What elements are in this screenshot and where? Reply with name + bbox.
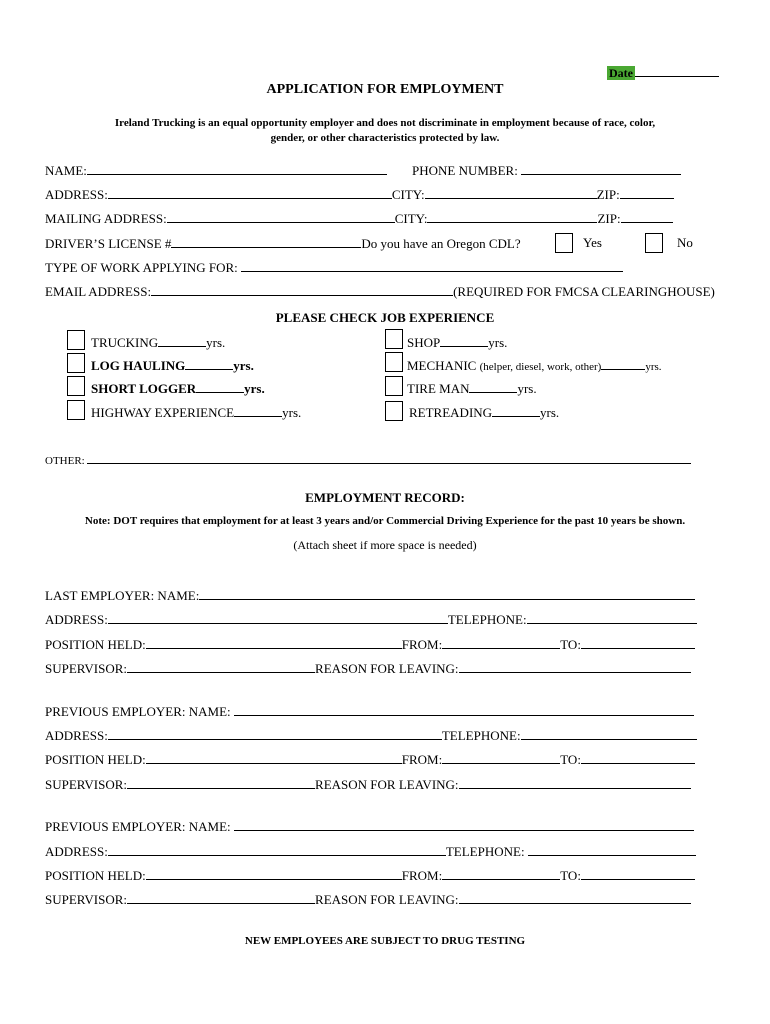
trucking-item <box>91 334 225 351</box>
experience-heading: PLEASE CHECK JOB EXPERIENCE <box>275 310 495 325</box>
employer2-supervisor-label: SUPERVISOR: <box>45 777 128 792</box>
mechanic-yrs: yrs. <box>645 361 662 373</box>
short-logger-yrs: yrs. <box>244 381 265 396</box>
shop-checkbox[interactable] <box>385 329 403 349</box>
retreading-yrs: yrs. <box>540 405 560 420</box>
work-type-input-line[interactable] <box>241 259 623 272</box>
employer3-position-row <box>45 867 695 884</box>
employer3-address-line[interactable] <box>108 843 446 856</box>
other-row <box>45 451 691 467</box>
employer1-supervisor-line[interactable] <box>127 660 315 673</box>
retreading-item <box>409 404 559 421</box>
tire-man-years-line[interactable] <box>469 380 517 393</box>
highway-years-line[interactable] <box>234 404 282 417</box>
employer2-position-row <box>45 751 695 768</box>
trucking-years-line[interactable] <box>158 334 206 347</box>
page-title: APPLICATION FOR EMPLOYMENT <box>266 82 504 97</box>
other-input-line[interactable] <box>87 451 691 464</box>
employer2-position-label: POSITION HELD: <box>45 752 146 767</box>
email-input-line[interactable] <box>151 283 453 296</box>
employer1-reason-line[interactable] <box>459 660 691 673</box>
cdl-yes-label: Yes <box>583 235 602 250</box>
log-hauling-years-line[interactable] <box>185 357 233 370</box>
zip-input-line[interactable] <box>620 186 674 199</box>
previous-employer-label-2: PREVIOUS EMPLOYER: NAME: <box>45 819 231 834</box>
address-label: ADDRESS: <box>45 187 108 202</box>
date-label: Date <box>609 66 633 80</box>
mechanic-label: MECHANIC <box>407 358 477 373</box>
short-logger-years-line[interactable] <box>196 380 244 393</box>
mailing-row <box>45 210 673 227</box>
shop-item <box>407 334 507 351</box>
log-hauling-checkbox[interactable] <box>67 353 85 373</box>
mailing-city-input-line[interactable] <box>427 210 597 223</box>
previous-employer-input-line-2[interactable] <box>234 818 694 831</box>
employer3-reason-label: REASON FOR LEAVING: <box>315 892 459 907</box>
employer3-to-line[interactable] <box>581 867 695 880</box>
cdl-yes-checkbox[interactable] <box>555 233 573 253</box>
log-hauling-yrs: yrs. <box>233 358 254 373</box>
eeo-statement-line1: Ireland Trucking is an equal opportunity employer and does not discriminate in employment because of race, color, <box>114 117 656 129</box>
tire-man-checkbox[interactable] <box>385 376 403 396</box>
mechanic-item <box>407 357 662 374</box>
employer2-address-line[interactable] <box>108 727 442 740</box>
short-logger-checkbox[interactable] <box>67 376 85 396</box>
employer1-reason-label: REASON FOR LEAVING: <box>315 661 459 676</box>
other-label: OTHER: <box>45 455 85 467</box>
employer2-address-row <box>45 727 697 744</box>
attach-note: (Attach sheet if more space is needed) <box>293 538 477 552</box>
tire-man-yrs: yrs. <box>517 381 537 396</box>
retreading-label: RETREADING <box>409 405 493 420</box>
email-row <box>45 283 715 300</box>
mechanic-checkbox[interactable] <box>385 352 403 372</box>
employer3-telephone-line[interactable] <box>528 843 696 856</box>
license-input-line[interactable] <box>171 235 361 248</box>
mailing-zip-input-line[interactable] <box>621 210 673 223</box>
email-note: (REQUIRED FOR FMCSA CLEARINGHOUSE) <box>453 284 715 299</box>
work-type-row <box>45 259 623 276</box>
last-employer-label: LAST EMPLOYER: NAME: <box>45 588 200 603</box>
employer2-from-line[interactable] <box>442 751 560 764</box>
employer1-supervisor-label: SUPERVISOR: <box>45 661 128 676</box>
previous-employer-input-line-1[interactable] <box>234 703 694 716</box>
log-hauling-label: LOG HAULING <box>91 358 186 373</box>
trucking-yrs: yrs. <box>206 335 226 350</box>
employer1-telephone-label: TELEPHONE: <box>447 612 527 627</box>
email-label: EMAIL ADDRESS: <box>45 284 152 299</box>
log-hauling-item <box>91 357 254 374</box>
retreading-years-line[interactable] <box>492 404 540 417</box>
employer1-position-line[interactable] <box>146 636 402 649</box>
last-employer-input-line[interactable] <box>199 587 695 600</box>
mechanic-note: (helper, diesel, work, other) <box>479 361 602 373</box>
highway-label: HIGHWAY EXPERIENCE <box>91 405 235 420</box>
name-label: NAME: <box>45 163 87 178</box>
employer2-telephone-label: TELEPHONE: <box>441 728 521 743</box>
mailing-zip-label: ZIP: <box>597 211 621 226</box>
eeo-statement-line2: gender, or other characteristics protected by law. <box>270 132 500 144</box>
phone-field <box>412 162 681 179</box>
employer3-telephone-label: TELEPHONE: <box>445 844 525 859</box>
city-label: CITY: <box>391 187 425 202</box>
employer2-from-label: FROM: <box>401 752 443 767</box>
drug-testing-notice: NEW EMPLOYEES ARE SUBJECT TO DRUG TESTING <box>244 935 526 947</box>
cdl-no-label: No <box>677 235 693 250</box>
employment-record-heading: EMPLOYMENT RECORD: <box>305 490 465 505</box>
employer2-to-label: TO: <box>560 752 581 767</box>
employer3-supervisor-row <box>45 891 691 908</box>
tire-man-item <box>407 380 537 397</box>
mailing-label: MAILING ADDRESS: <box>45 211 167 226</box>
employer2-to-line[interactable] <box>581 751 695 764</box>
employer3-position-label: POSITION HELD: <box>45 868 146 883</box>
employer3-supervisor-line[interactable] <box>127 891 315 904</box>
employer1-telephone-line[interactable] <box>527 611 697 624</box>
employer3-to-label: TO: <box>560 868 581 883</box>
highway-checkbox[interactable] <box>67 400 85 420</box>
employer3-supervisor-label: SUPERVISOR: <box>45 892 128 907</box>
zip-label: ZIP: <box>596 187 620 202</box>
address-input-line[interactable] <box>108 186 392 199</box>
employer1-to-label: TO: <box>560 637 581 652</box>
employer2-reason-line[interactable] <box>459 776 691 789</box>
employer2-telephone-line[interactable] <box>521 727 697 740</box>
employer2-supervisor-row <box>45 776 691 793</box>
employer3-from-label: FROM: <box>401 868 443 883</box>
phone-input-line[interactable] <box>521 162 681 175</box>
highway-item <box>91 404 301 421</box>
employer1-supervisor-row <box>45 660 691 677</box>
name-field <box>45 162 387 179</box>
mechanic-years-line[interactable] <box>601 357 645 370</box>
name-input-line[interactable] <box>87 162 387 175</box>
trucking-checkbox[interactable] <box>67 330 85 350</box>
tire-man-label: TIRE MAN <box>407 381 470 396</box>
employer3-address-label: ADDRESS: <box>45 844 108 859</box>
employer1-address-row <box>45 611 697 628</box>
employer3-position-line[interactable] <box>146 867 402 880</box>
mailing-input-line[interactable] <box>167 210 395 223</box>
date-field <box>607 64 719 81</box>
shop-label: SHOP <box>407 335 441 350</box>
shop-yrs: yrs. <box>488 335 508 350</box>
short-logger-item <box>91 380 265 397</box>
last-employer-row <box>45 587 695 604</box>
short-logger-label: SHORT LOGGER <box>91 381 197 396</box>
employer1-position-row <box>45 636 695 653</box>
employer2-supervisor-line[interactable] <box>127 776 315 789</box>
previous-employer-row-1 <box>45 703 694 720</box>
dot-note: Note: DOT requires that employment for at least 3 years and/or Commercial Driving Experience for the past 10 years be shown. <box>84 515 686 527</box>
employer3-from-line[interactable] <box>442 867 560 880</box>
employer1-address-line[interactable] <box>108 611 448 624</box>
employer1-to-line[interactable] <box>581 636 695 649</box>
city-input-line[interactable] <box>425 186 597 199</box>
employer2-address-label: ADDRESS: <box>45 728 108 743</box>
cdl-no-checkbox[interactable] <box>645 233 663 253</box>
cdl-question: Do you have an Oregon CDL? <box>361 236 521 251</box>
employer1-address-label: ADDRESS: <box>45 612 108 627</box>
phone-label: PHONE NUMBER: <box>412 163 518 178</box>
retreading-checkbox[interactable] <box>385 401 403 421</box>
previous-employer-row-2 <box>45 818 694 835</box>
highway-yrs: yrs. <box>282 405 302 420</box>
mailing-city-label: CITY: <box>394 211 428 226</box>
trucking-label: TRUCKING <box>91 335 159 350</box>
employer3-address-row <box>45 843 696 860</box>
license-label: DRIVER’S LICENSE # <box>45 236 172 251</box>
work-type-label: TYPE OF WORK APPLYING FOR: <box>45 260 238 275</box>
employer1-from-label: FROM: <box>401 637 443 652</box>
previous-employer-label-1: PREVIOUS EMPLOYER: NAME: <box>45 704 231 719</box>
shop-years-line[interactable] <box>440 334 488 347</box>
employer1-position-label: POSITION HELD: <box>45 637 146 652</box>
employer1-from-line[interactable] <box>442 636 560 649</box>
employer2-reason-label: REASON FOR LEAVING: <box>315 777 459 792</box>
employer2-position-line[interactable] <box>146 751 402 764</box>
employer3-reason-line[interactable] <box>459 891 691 904</box>
date-input-line[interactable] <box>635 64 719 77</box>
license-row <box>45 235 521 252</box>
address-row <box>45 186 674 203</box>
